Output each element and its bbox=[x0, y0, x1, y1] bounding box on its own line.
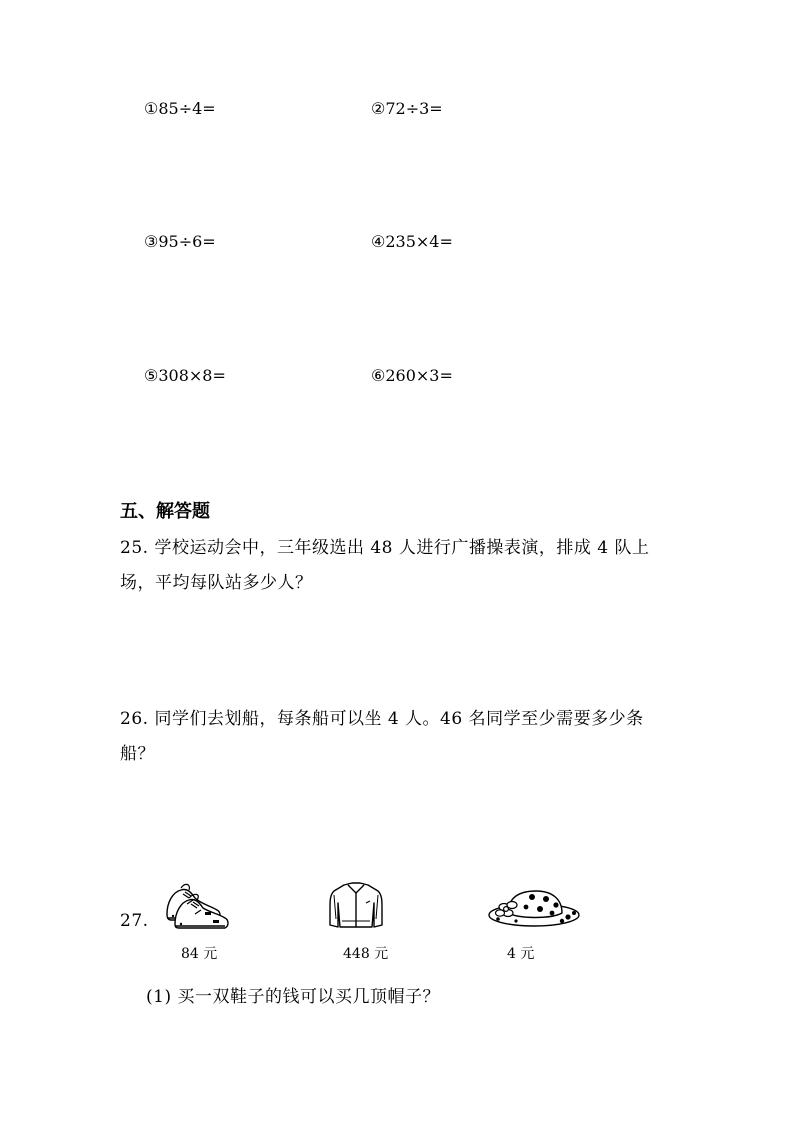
jacket-icon bbox=[326, 881, 386, 931]
hat-icon bbox=[486, 887, 582, 929]
jacket-price: 448 元 bbox=[343, 946, 389, 962]
calc-3: ③95÷6= bbox=[144, 232, 216, 251]
question-27-number: 27. bbox=[120, 911, 149, 931]
section-title: 五、解答题 bbox=[120, 501, 210, 522]
calc-4: ④235×4= bbox=[371, 232, 453, 251]
question-25-line2: 场，平均每队站多少人？ bbox=[120, 573, 313, 593]
shoes-price: 84 元 bbox=[181, 946, 218, 962]
question-26-line2: 船？ bbox=[120, 744, 155, 764]
hat-price: 4 元 bbox=[507, 946, 535, 962]
question-27-sub1: (1) 买一双鞋子的钱可以买几顶帽子？ bbox=[146, 987, 440, 1007]
calc-6: ⑥260×3= bbox=[371, 366, 453, 385]
calc-5: ⑤308×8= bbox=[144, 366, 226, 385]
question-25-line1: 25. 学校运动会中，三年级选出 48 人进行广播操表演，排成 4 队上 bbox=[120, 538, 650, 558]
calc-2: ②72÷3= bbox=[371, 99, 443, 118]
calc-1: ①85÷4= bbox=[144, 99, 216, 118]
shoes-icon bbox=[163, 880, 231, 930]
question-26-line1: 26. 同学们去划船，每条船可以坐 4 人。46 名同学至少需要多少条 bbox=[120, 709, 644, 729]
